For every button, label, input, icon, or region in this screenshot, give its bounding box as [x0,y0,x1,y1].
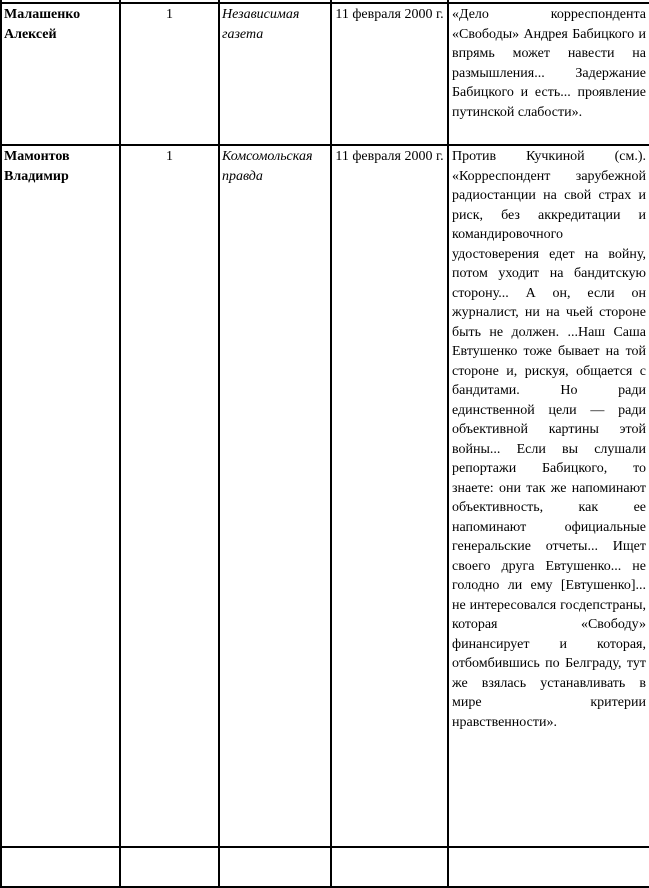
author-name-cell: Мамонтов Владимир [1,145,120,847]
publication-cell: Независимая газета [219,3,331,145]
table-cell-cutoff [331,847,448,887]
count-cell: 1 [120,3,219,145]
quote-cell: «Дело корреспондента «Свободы» Андрея Бабицкого и впрямь может навести на размышления... Задержание Бабицкого и есть... проявление путинской слабости». [448,3,649,145]
table-cell-cutoff [219,847,331,887]
count-cell: 1 [120,145,219,847]
table-cell-cutoff [120,847,219,887]
quote-cell: Против Кучкиной (см.). «Корреспондент зарубежной радиостанции на свой страх и риск, без аккредитации и командировочного удостоверения едет на войну, потом уходит на бандитскую сторону... А он, если он журналист, ни на чьей стороне быть не должен. ...Наш Саша Евтушенко тоже бывает на той стороне и, рискуя, общается с бандитами. Но ради единственной цели — ради объективной картины этой войны... Если вы слушали репортажи Бабицкого, то знаете: они так же напоминают объективность, как ее напоминают официальные генеральские отчеты... Ищет своего друга Евтушенко... не голодно ли ему [Евтушенко]... не интересовался госдепстраны, которая «Свободу» финансирует и которая, отбомбившись по Белграду, тут же взялась устанавливать в мире критерии нравственности». [448,145,649,847]
author-name-cell: Малашенко Алексей [1,3,120,145]
date-cell: 11 февраля 2000 г. [331,3,448,145]
publication-cell: Комсомольская правда [219,145,331,847]
table-row [1,145,649,847]
table-row [1,3,649,145]
table-cell-cutoff [1,847,120,887]
date-cell: 11 февраля 2000 г. [331,145,448,847]
table-row-cutoff-bottom [1,847,649,887]
table-cell-cutoff [448,847,649,887]
